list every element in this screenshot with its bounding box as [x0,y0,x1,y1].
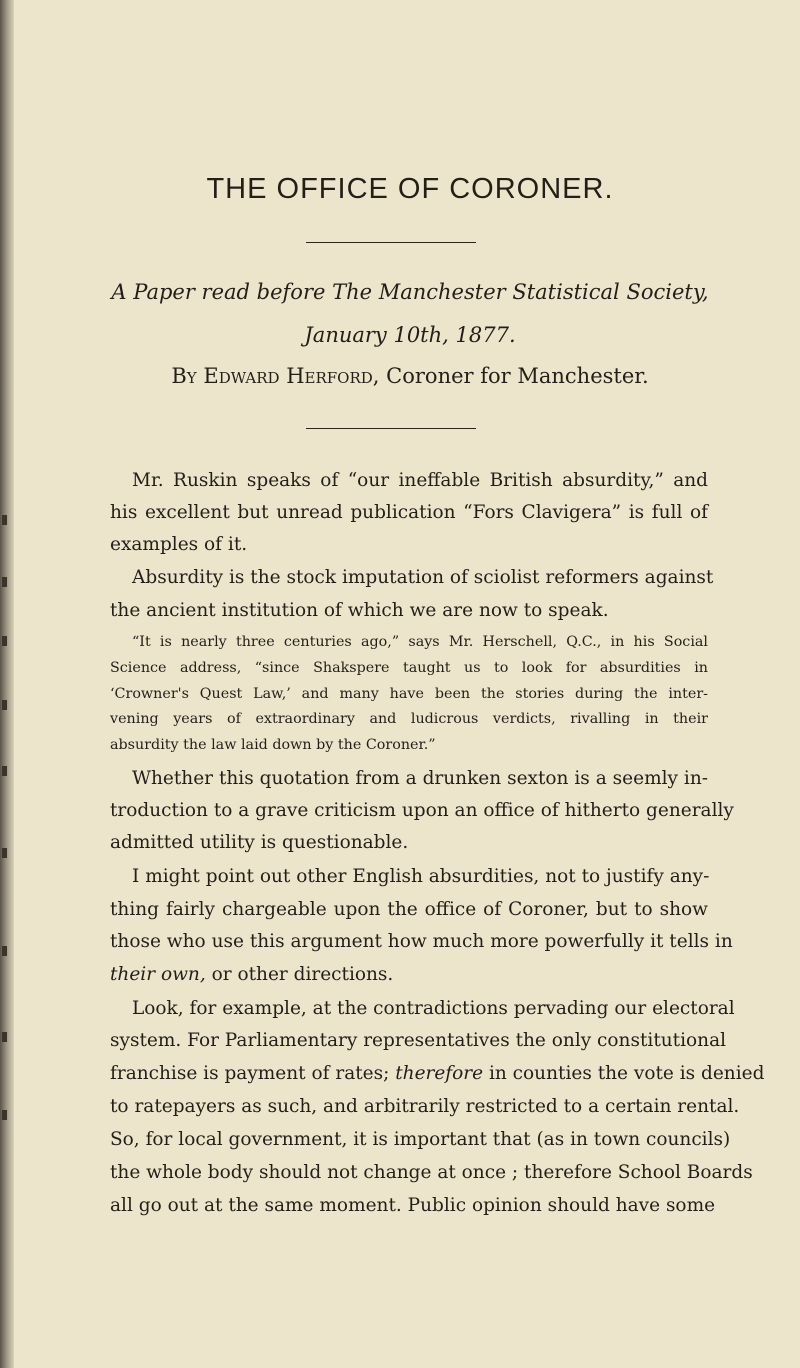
stitch-mark [2,700,7,710]
stitch-mark [2,636,7,646]
body-line: admitted utility is questionable. [110,832,409,853]
body-line: Look, for example, at the contradictions pervading our electoral [132,998,735,1019]
body-line: Whether this quotation from a drunken sexton is a seemly in- [132,768,708,789]
header-rule-top [306,242,476,243]
body-line: troduction to a grave criticism upon an office of hitherto generally [110,800,734,821]
body-line: the ancient institution of which we are now to speak. [110,600,609,621]
body-text: franchise is payment of rates; [110,1063,396,1084]
body-line: Absurdity is the stock imputation of sciolist reformers against [132,567,714,588]
quote-line: Science address, “since Shakspere taught us to look for absurdities in [110,660,708,676]
body-text: or other directions. [205,964,394,985]
body-line: his excellent but unread publication “Fors Clavigera” is full of [110,502,708,523]
stitch-mark [2,577,7,587]
body-line [110,1063,765,1084]
quote-line: ‘Crowner's Quest Law,’ and many have been the stories during the inter- [110,686,708,702]
byline-prefix: By [171,364,197,388]
body-line: system. For Parliamentary representatives the only constitutional [110,1030,727,1051]
subtitle-line-1: A Paper read before The Manchester Statistical Society, [111,280,709,304]
page-title: THE OFFICE OF CORONER. [206,173,614,205]
byline-title: Coroner for Manchester. [386,364,649,388]
byline-author: Edward Herford, [203,364,380,388]
stitch-mark [2,515,7,525]
stitch-mark [2,848,7,858]
body-line: thing fairly chargeable upon the office of Coroner, but to show [110,899,708,920]
emphasis-text: their own, [110,964,206,985]
quote-line: “It is nearly three centuries ago,” says Mr. Herschell, Q.C., in his Social [132,634,708,650]
header-rule-bottom [306,428,476,429]
body-text: in counties the vote is denied [483,1063,765,1084]
quote-line: vening years of extraordinary and ludicrous verdicts, rivalling in their [110,711,708,727]
stitch-mark [2,1032,7,1042]
body-line: to ratepayers as such, and arbitrarily restricted to a certain rental. [110,1096,740,1117]
byline [110,364,710,388]
emphasis-text: therefore [395,1063,484,1084]
body-line: So, for local government, it is important that (as in town councils) [110,1129,731,1150]
body-line: those who use this argument how much more powerfully it tells in [110,931,733,952]
stitch-mark [2,1110,7,1120]
body-line: all go out at the same moment. Public opinion should have some [110,1195,716,1216]
stitch-mark [2,766,7,776]
document-page [110,0,765,1368]
subtitle-line-2: January 10th, 1877. [304,323,516,347]
body-line: Mr. Ruskin speaks of “our ineffable British absurdity,” and [132,470,708,491]
body-line: examples of it. [110,534,248,555]
stitch-mark [2,946,7,956]
body-line [110,964,708,985]
quote-line: absurdity the law laid down by the Coroner.” [110,737,436,753]
binding-stitch-marks [0,0,14,1368]
body-line: the whole body should not change at once ; therefore School Boards [110,1162,753,1183]
body-line: I might point out other English absurdities, not to justify any- [132,866,710,887]
